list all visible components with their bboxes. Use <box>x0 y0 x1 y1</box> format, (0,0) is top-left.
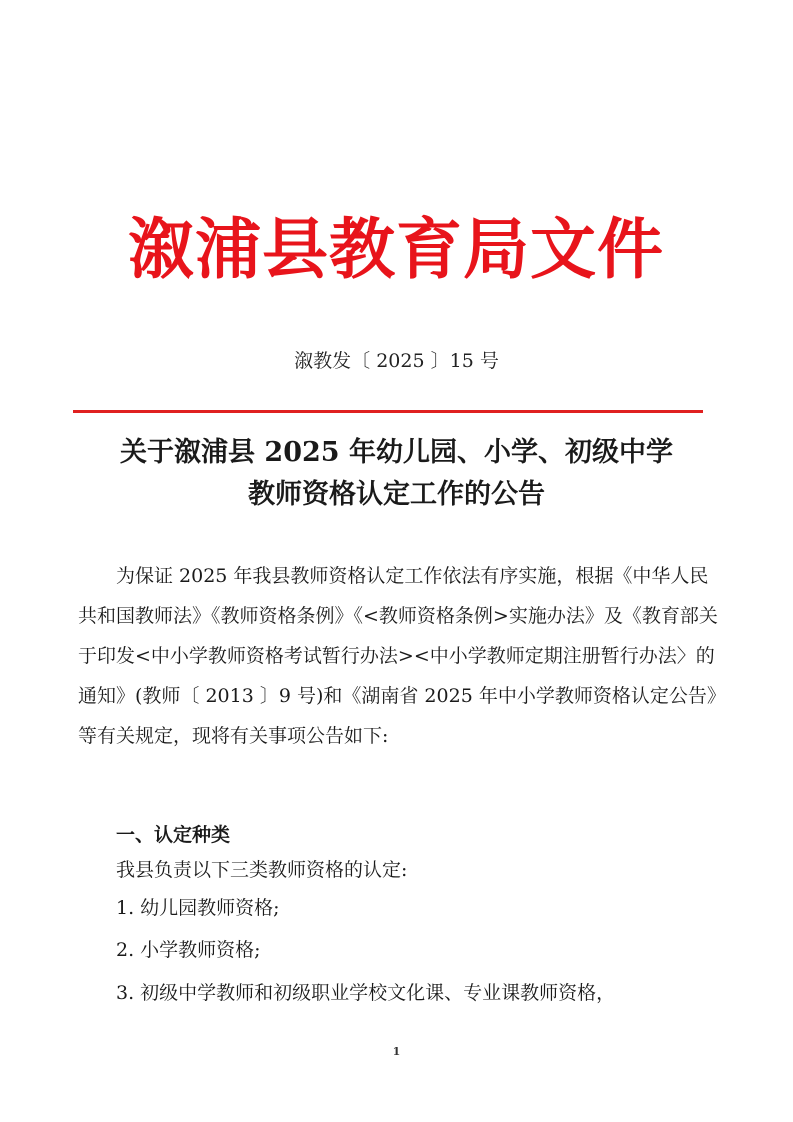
section-heading-1: 一、认定种类 <box>116 824 231 846</box>
notice-title-line-2: 教师资格认定工作的公告 <box>248 479 545 510</box>
body-text <box>78 556 718 756</box>
list-item-1: 1. 幼儿园教师资格; <box>116 897 280 919</box>
intro-paragraph: 为保证 2025 年我县教师资格认定工作依法有序实施，根据《中华人民共和国教师法》《教师资格条例》《<教师资格条例>实施办法》及《教育部关于印发<中小学教师资格考试暂行办法><中小学教师定期注册暂行办法〉的通知》(教师〔 2013 〕9 号)和《湖南省 2025 年中小学教师资格认定公告》等有关规定，现将有关事项公告如下: <box>78 565 718 747</box>
document-number: 溆教发〔 2025 〕15 号 <box>294 350 499 372</box>
list-item-2: 2. 小学教师资格; <box>116 939 261 961</box>
org-document-title: 溆浦县教育局文件 <box>128 211 664 288</box>
list-item-3: 3. 初级中学教师和初级职业学校文化课、专业课教师资格， <box>116 982 616 1004</box>
notice-title-line-1: 关于溆浦县 2025 年幼儿园、小学、初级中学 <box>120 437 673 468</box>
page-number: 1 <box>392 1045 401 1058</box>
red-divider-line <box>73 410 703 413</box>
section-lead: 我县负责以下三类教师资格的认定: <box>116 859 408 881</box>
notice-title <box>0 432 793 516</box>
